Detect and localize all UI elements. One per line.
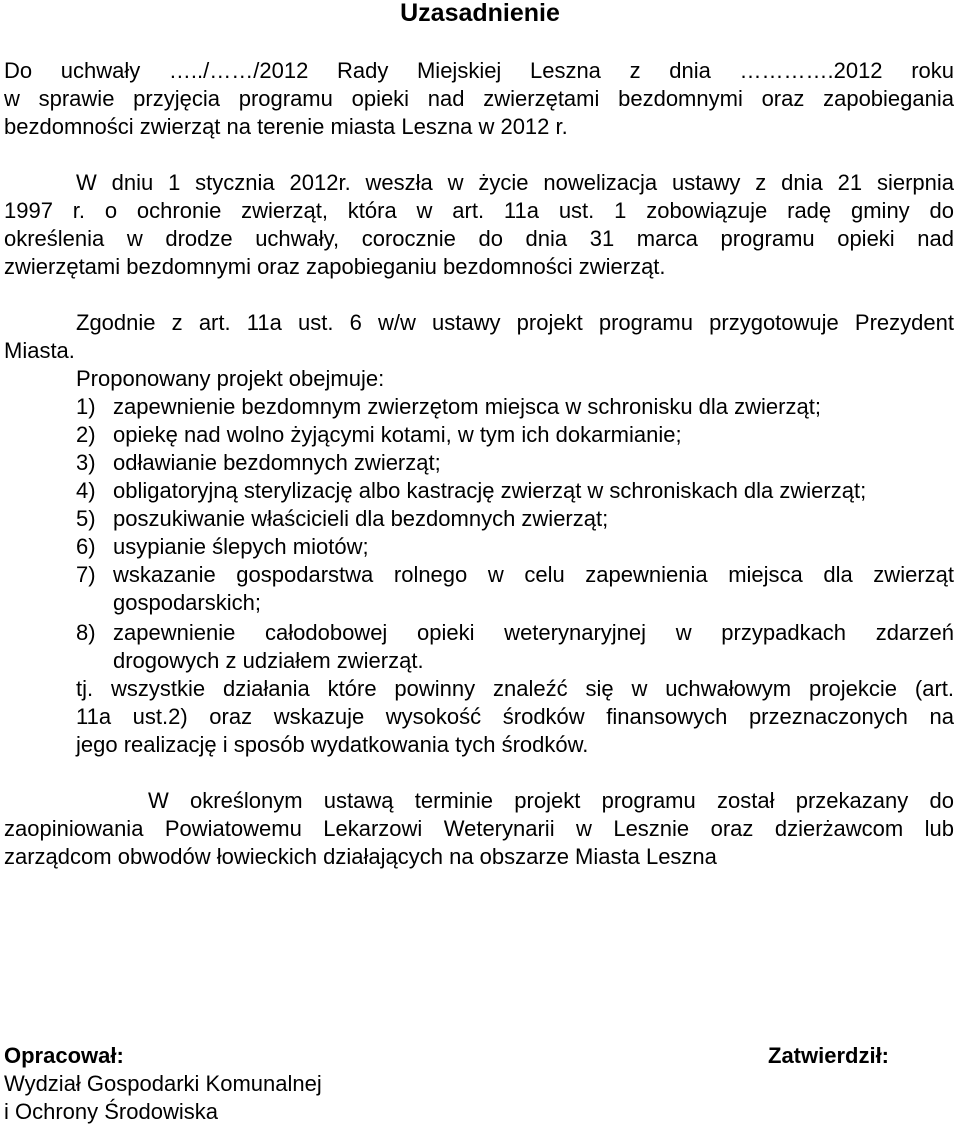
summary-line-2: 11a ust.2) oraz wskazuje wysokość środków finansowych przeznaczonych na bbox=[76, 704, 954, 729]
para2-line-2: Miasta. bbox=[4, 338, 75, 363]
list-item-number: 7) bbox=[76, 562, 96, 587]
list-item-text: opiekę nad wolno żyjącymi kotami, w tym ich dokarmianie; bbox=[113, 422, 682, 447]
para2-line-1: Zgodnie z art. 11a ust. 6 w/w ustawy projekt programu przygotowuje Prezydent bbox=[76, 310, 954, 335]
para3-line-2: zaopiniowania Powiatowemu Lekarzowi Weterynarii w Lesznie oraz dzierżawcom lub bbox=[4, 816, 954, 841]
list-item-text: zapewnienie całodobowej opieki weterynaryjnej w przypadkach zdarzeń bbox=[113, 620, 954, 645]
list-item-number: 3) bbox=[76, 450, 96, 475]
intro-line-1: Do uchwały …../……/2012 Rady Miejskiej Leszna z dnia ………….2012 roku bbox=[4, 58, 954, 83]
approved-by-label: Zatwierdził: bbox=[768, 1043, 890, 1068]
list-item-text: poszukiwanie właścicieli dla bezdomnych zwierząt; bbox=[113, 506, 609, 531]
prepared-by-line-2: i Ochrony Środowiska bbox=[4, 1099, 218, 1124]
list-item-number: 1) bbox=[76, 394, 96, 419]
intro-line-3: bezdomności zwierząt na terenie miasta Leszna w 2012 r. bbox=[4, 114, 568, 139]
summary-line-3: jego realizację i sposób wydatkowania tych środków. bbox=[76, 732, 589, 757]
para1-line-2: 1997 r. o ochronie zwierząt, która w art. 11a ust. 1 zobowiązuje radę gminy do bbox=[4, 198, 954, 223]
list-intro: Proponowany projekt obejmuje: bbox=[76, 366, 385, 391]
list-item-text-continued: drogowych z udziałem zwierząt. bbox=[113, 648, 424, 673]
para1-line-3: określenia w drodze uchwały, corocznie do dnia 31 marca programu opieki nad bbox=[4, 226, 954, 251]
list-item-text-continued: gospodarskich; bbox=[113, 590, 261, 615]
list-item-number: 2) bbox=[76, 422, 96, 447]
prepared-by-label: Opracował: bbox=[4, 1043, 124, 1068]
list-item-number: 6) bbox=[76, 534, 96, 559]
intro-line-2: w sprawie przyjęcia programu opieki nad zwierzętami bezdomnymi oraz zapobiegania bbox=[4, 86, 954, 111]
list-item-number: 5) bbox=[76, 506, 96, 531]
list-item-text: zapewnienie bezdomnym zwierzętom miejsca w schronisku dla zwierząt; bbox=[113, 394, 821, 419]
prepared-by-line-1: Wydział Gospodarki Komunalnej bbox=[4, 1071, 322, 1096]
list-item-number: 8) bbox=[76, 620, 96, 645]
list-item-number: 4) bbox=[76, 478, 96, 503]
list-item-text: wskazanie gospodarstwa rolnego w celu zapewnienia miejsca dla zwierząt bbox=[113, 562, 954, 587]
para1-line-4: zwierzętami bezdomnymi oraz zapobieganiu bezdomności zwierząt. bbox=[4, 254, 666, 279]
list-item-text: usypianie ślepych miotów; bbox=[113, 534, 369, 559]
para3-line-3: zarządcom obwodów łowieckich działających na obszarze Miasta Leszna bbox=[4, 844, 717, 869]
para1-line-1: W dniu 1 stycznia 2012r. weszła w życie nowelizacja ustawy z dnia 21 sierpnia bbox=[76, 170, 954, 195]
para3-line-1: W określonym ustawą terminie projekt programu został przekazany do bbox=[148, 788, 954, 813]
list-item-text: obligatoryjną sterylizację albo kastrację zwierząt w schroniskach dla zwierząt; bbox=[113, 478, 867, 503]
document-title: Uzasadnienie bbox=[400, 0, 560, 27]
list-item-text: odławianie bezdomnych zwierząt; bbox=[113, 450, 441, 475]
summary-line-1: tj. wszystkie działania które powinny znaleźć się w uchwałowym projekcie (art. bbox=[76, 676, 954, 701]
